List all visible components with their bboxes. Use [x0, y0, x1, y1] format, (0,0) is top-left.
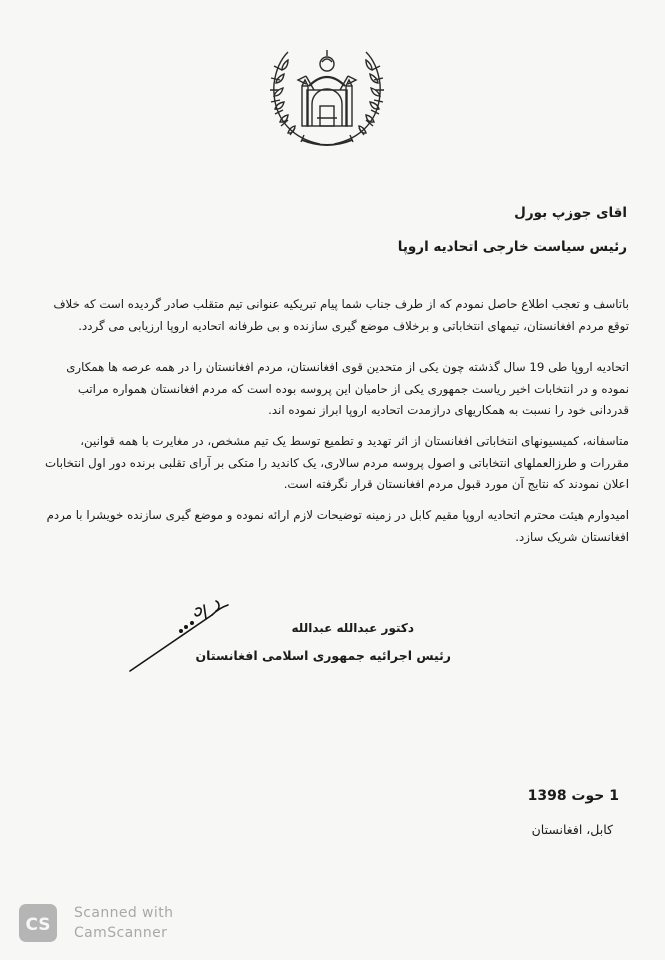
addressee-name: اقای جوزپ بورل	[514, 205, 627, 221]
body-paragraph-2: اتحادیه اروپا طی 19 سال گذشته چون یکی از متحدین قوی افغانستان، مردم افغانستان را در همه عرصه ها همکاری نموده و در انتخابات اخیر ریاست جمهوری یکی از حامیان این پروسه بوده است که مردم افغانستان همواره مراتب قدردانی خود را نسبت به همکاریهای درازمدت اتحادیه اروپا ابراز نموده اند.	[66, 360, 629, 417]
body-paragraph-3: متاسفانه، کمیسیونهای انتخاباتی افغانستان از اثر تهدید و تطمیع توسط یک تیم مشخص، در مغایرت با همه قوانین، مقررات و طرزالعملهای انتخاباتی و اصول پروسه مردم سالاری، یک کاندید را متکی بر آرای تقلبی برنده دور اول انتخابات اعلان نمودند که نتایج آن مورد قبول مردم افغانستان قرار نگرفته است.	[45, 434, 629, 491]
addressee-block	[67, 203, 627, 257]
svg-text:CS: CS	[25, 915, 51, 935]
body-paragraph-1: باتاسف و تعجب اطلاع حاصل نمودم که از طرف جناب شما پیام تبریکیه عنوانی تیم متقلب صادر گردیده است که خلاف توقع مردم افغانستان، تیمهای انتخاباتی و برخلاف موضع گیری سازنده و بی طرفانه اتحادیه اروپا ارزیابی می گردد.	[53, 297, 629, 333]
signatory-title: رئیس اجرائیه جمهوری اسلامی افغانستان	[195, 648, 451, 663]
camscanner-watermark	[18, 903, 218, 947]
watermark-line-2: CamScanner	[74, 925, 168, 941]
signatory-name: دکتور عبدالله عبدالله	[291, 621, 414, 635]
body-paragraph-4: امیدوارم هیئت محترم اتحادیه اروپا مقیم کابل در زمینه توضیحات لازم ارائه نموده و موضع گیری سازنده خویشرا با مردم افغانستان شریک سازد.	[46, 508, 629, 544]
letter-date: 1 حوت 1398	[527, 788, 619, 804]
addressee-title: رئیس سیاست خارجی اتحادیه اروپا	[397, 239, 627, 255]
camscanner-logo-icon	[18, 903, 58, 943]
letter-place: کابل، افغانستان	[531, 822, 613, 837]
national-emblem-icon	[262, 40, 392, 152]
watermark-line-1: Scanned with	[74, 905, 174, 921]
